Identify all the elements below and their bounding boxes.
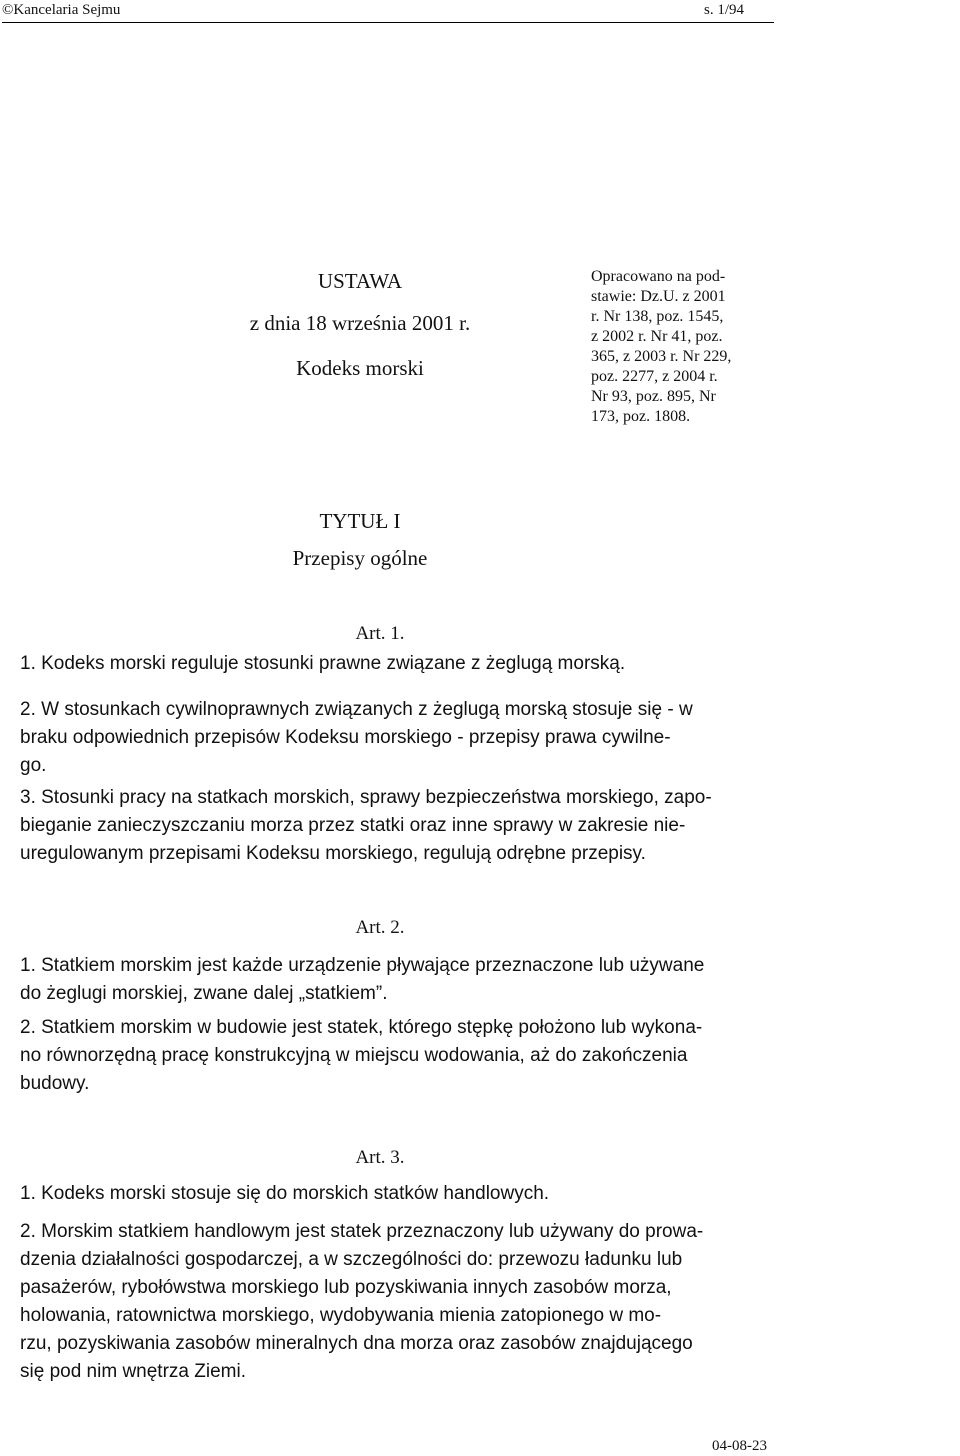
paragraph-line: bieganie zanieczyszczaniu morza przez statki oraz inne sprawy w zakresie nie- [20, 815, 686, 836]
side-note-line: 365, z 2003 r. Nr 229, [591, 348, 732, 365]
paragraph-line: go. [20, 755, 47, 776]
document-date: z dnia 18 września 2001 r. [249, 311, 471, 335]
paragraph-line: 1. Kodeks morski stosuje się do morskich statków handlowych. [20, 1183, 550, 1204]
paragraph-line: 2. Morskim statkiem handlowym jest statek przeznaczony lub używany do prowa- [20, 1221, 704, 1242]
footer-date: 04-08-23 [712, 1438, 767, 1454]
side-note-line: stawie: Dz.U. z 2001 [591, 288, 726, 305]
article-heading: Art. 3. [355, 1147, 405, 1168]
side-note-line: Nr 93, poz. 895, Nr [591, 388, 716, 405]
side-note-line: z 2002 r. Nr 41, poz. [591, 328, 723, 345]
header-publisher: ©Kancelaria Sejmu [2, 2, 121, 18]
article-paragraph [20, 1180, 780, 1208]
article-paragraph [20, 696, 780, 780]
section-name: Przepisy ogólne [292, 546, 428, 570]
paragraph-line: do żeglugi morskiej, zwane dalej „statkiem”. [20, 983, 388, 1004]
side-note-line: Opracowano na pod- [591, 268, 726, 285]
article-paragraph [20, 784, 780, 868]
paragraph-line: 3. Stosunki pracy na statkach morskich, sprawy bezpieczeństwa morskiego, zapo- [20, 787, 712, 808]
article-heading: Art. 1. [355, 623, 405, 644]
section-title: TYTUŁ I [319, 509, 401, 533]
page-number: s. 1/94 [704, 2, 745, 18]
side-note [591, 267, 781, 427]
paragraph-line: 2. Statkiem morskim w budowie jest statek, którego stępkę położono lub wykona- [20, 1017, 703, 1038]
document-title: Kodeks morski [296, 356, 424, 380]
article-paragraph [20, 650, 780, 678]
paragraph-line: się pod nim wnętrza Ziemi. [20, 1361, 246, 1382]
paragraph-line: uregulowanym przepisami Kodeksu morskiego, regulują odrębne przepisy. [20, 843, 646, 864]
header-divider [2, 22, 774, 23]
paragraph-line: dzenia działalności gospodarczej, a w szczególności do: przewozu ładunku lub [20, 1249, 683, 1270]
paragraph-line: rzu, pozyskiwania zasobów mineralnych dna morza oraz zasobów znajdującego [20, 1333, 693, 1354]
article-paragraph [20, 952, 780, 1008]
paragraph-line: 2. W stosunkach cywilnoprawnych związanych z żeglugą morską stosuje się - w [20, 699, 693, 720]
article-paragraph [20, 1218, 780, 1386]
paragraph-line: no równorzędną pracę konstrukcyjną w miejscu wodowania, aż do zakończenia [20, 1045, 688, 1066]
side-note-line: poz. 2277, z 2004 r. [591, 368, 718, 385]
article-paragraph [20, 1014, 780, 1098]
side-note-line: 173, poz. 1808. [591, 408, 691, 425]
document-type: USTAWA [317, 269, 403, 293]
paragraph-line: 1. Statkiem morskim jest każde urządzenie pływające przeznaczone lub używane [20, 955, 705, 976]
article-heading: Art. 2. [355, 917, 405, 938]
side-note-line: r. Nr 138, poz. 1545, [591, 308, 724, 325]
paragraph-line: budowy. [20, 1073, 90, 1094]
paragraph-line: 1. Kodeks morski reguluje stosunki prawne związane z żeglugą morską. [20, 653, 626, 674]
paragraph-line: braku odpowiednich przepisów Kodeksu morskiego - przepisy prawa cywilne- [20, 727, 671, 748]
paragraph-line: holowania, ratownictwa morskiego, wydobywania mienia zatopionego w mo- [20, 1305, 662, 1326]
paragraph-line: pasażerów, rybołówstwa morskiego lub pozyskiwania innych zasobów morza, [20, 1277, 672, 1298]
